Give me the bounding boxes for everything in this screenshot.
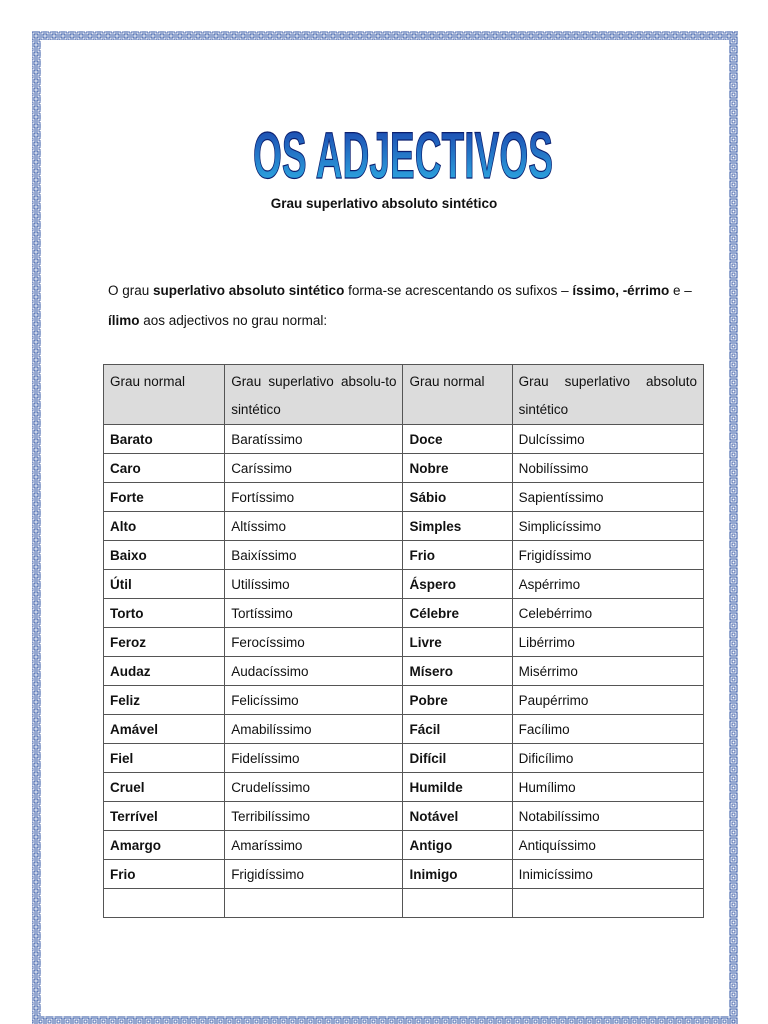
intro-bold-3: ílimo <box>108 313 140 328</box>
cell-superlativo: Baratíssimo <box>225 425 403 454</box>
intro-text-2: forma-se acrescentando os sufixos – <box>344 283 573 298</box>
cell-grau-normal: Fiel <box>104 744 225 773</box>
intro-bold-2: íssimo, -érrimo <box>572 283 670 298</box>
cell-superlativo: Dificílimo <box>512 744 703 773</box>
cell-superlativo <box>225 889 403 918</box>
cell-grau-normal: Frio <box>403 541 512 570</box>
cell-grau-normal: Baixo <box>104 541 225 570</box>
table-row <box>104 570 704 599</box>
cell-superlativo: Celebérrimo <box>512 599 703 628</box>
cell-superlativo: Baixíssimo <box>225 541 403 570</box>
intro-text-4: aos adjectivos no grau normal: <box>139 313 328 328</box>
table-row <box>104 715 704 744</box>
cell-grau-normal <box>104 889 225 918</box>
cell-grau-normal: Áspero <box>403 570 512 599</box>
cell-superlativo: Libérrimo <box>512 628 703 657</box>
cell-grau-normal: Notável <box>403 802 512 831</box>
cell-grau-normal: Livre <box>403 628 512 657</box>
table-body <box>104 425 704 918</box>
cell-grau-normal: Cruel <box>104 773 225 802</box>
cell-grau-normal: Difícil <box>403 744 512 773</box>
cell-superlativo: Felicíssimo <box>225 686 403 715</box>
header-superlativo-2: Grau superlativo absoluto sintético <box>512 365 703 425</box>
cell-superlativo: Paupérrimo <box>512 686 703 715</box>
cell-superlativo: Tortíssimo <box>225 599 403 628</box>
cell-superlativo: Frigidíssimo <box>225 860 403 889</box>
table-row <box>104 773 704 802</box>
cell-superlativo: Audacíssimo <box>225 657 403 686</box>
cell-grau-normal: Forte <box>104 483 225 512</box>
cell-superlativo: Antiquíssimo <box>512 831 703 860</box>
table-row <box>104 889 704 918</box>
header-grau-normal-2: Grau normal <box>403 365 512 425</box>
table-row <box>104 512 704 541</box>
cell-superlativo: Dulcíssimo <box>512 425 703 454</box>
cell-grau-normal: Audaz <box>104 657 225 686</box>
table-row <box>104 860 704 889</box>
cell-superlativo: Inimicíssimo <box>512 860 703 889</box>
subtitle: Grau superlativo absoluto sintético <box>270 196 498 211</box>
header-superlativo-1: Grau superlativo absolu-to sintético <box>225 365 403 425</box>
cell-superlativo: Utilíssimo <box>225 570 403 599</box>
cell-superlativo: Altíssimo <box>225 512 403 541</box>
cell-grau-normal: Nobre <box>403 454 512 483</box>
cell-superlativo: Fortíssimo <box>225 483 403 512</box>
cell-superlativo: Terribilíssimo <box>225 802 403 831</box>
cell-superlativo: Misérrimo <box>512 657 703 686</box>
table-row <box>104 657 704 686</box>
cell-superlativo: Amaríssimo <box>225 831 403 860</box>
cell-superlativo: Aspérrimo <box>512 570 703 599</box>
cell-grau-normal: Feroz <box>104 628 225 657</box>
cell-superlativo: Frigidíssimo <box>512 541 703 570</box>
intro-text-3: e – <box>669 283 692 298</box>
cell-grau-normal: Amargo <box>104 831 225 860</box>
cell-grau-normal: Mísero <box>403 657 512 686</box>
table-row <box>104 425 704 454</box>
cell-grau-normal: Sábio <box>403 483 512 512</box>
header-grau-normal-1: Grau normal <box>104 365 225 425</box>
cell-superlativo: Crudelíssimo <box>225 773 403 802</box>
cell-superlativo: Ferocíssimo <box>225 628 403 657</box>
table-row <box>104 628 704 657</box>
cell-superlativo: Humílimo <box>512 773 703 802</box>
table-row <box>104 744 704 773</box>
table-row <box>104 831 704 860</box>
cell-grau-normal: Amável <box>104 715 225 744</box>
cell-grau-normal: Feliz <box>104 686 225 715</box>
cell-grau-normal <box>403 889 512 918</box>
cell-grau-normal: Antigo <box>403 831 512 860</box>
cell-grau-normal: Barato <box>104 425 225 454</box>
intro-bold-1: superlativo absoluto sintético <box>153 283 345 298</box>
logo-text: OS ADJECTIVOS <box>253 118 553 192</box>
table-row <box>104 599 704 628</box>
table-row <box>104 686 704 715</box>
cell-grau-normal: Célebre <box>403 599 512 628</box>
cell-grau-normal: Torto <box>104 599 225 628</box>
superlative-table <box>103 364 704 918</box>
cell-superlativo: Nobilíssimo <box>512 454 703 483</box>
cell-grau-normal: Inimigo <box>403 860 512 889</box>
cell-superlativo: Caríssimo <box>225 454 403 483</box>
table-header-row <box>104 365 704 425</box>
intro-paragraph <box>108 276 708 336</box>
intro-text-1: O grau <box>108 283 154 298</box>
cell-superlativo: Simplicíssimo <box>512 512 703 541</box>
cell-grau-normal: Fácil <box>403 715 512 744</box>
cell-grau-normal: Útil <box>104 570 225 599</box>
table-row <box>104 541 704 570</box>
table-row <box>104 483 704 512</box>
cell-grau-normal: Humilde <box>403 773 512 802</box>
cell-grau-normal: Alto <box>104 512 225 541</box>
cell-grau-normal: Pobre <box>403 686 512 715</box>
cell-grau-normal: Doce <box>403 425 512 454</box>
cell-grau-normal: Simples <box>403 512 512 541</box>
cell-superlativo: Amabilíssimo <box>225 715 403 744</box>
cell-grau-normal: Frio <box>104 860 225 889</box>
cell-grau-normal: Terrível <box>104 802 225 831</box>
table-row <box>104 454 704 483</box>
title-logo <box>248 112 558 192</box>
cell-superlativo: Notabilíssimo <box>512 802 703 831</box>
cell-superlativo: Sapientíssimo <box>512 483 703 512</box>
cell-superlativo <box>512 889 703 918</box>
table-row <box>104 802 704 831</box>
cell-superlativo: Facílimo <box>512 715 703 744</box>
cell-superlativo: Fidelíssimo <box>225 744 403 773</box>
cell-grau-normal: Caro <box>104 454 225 483</box>
